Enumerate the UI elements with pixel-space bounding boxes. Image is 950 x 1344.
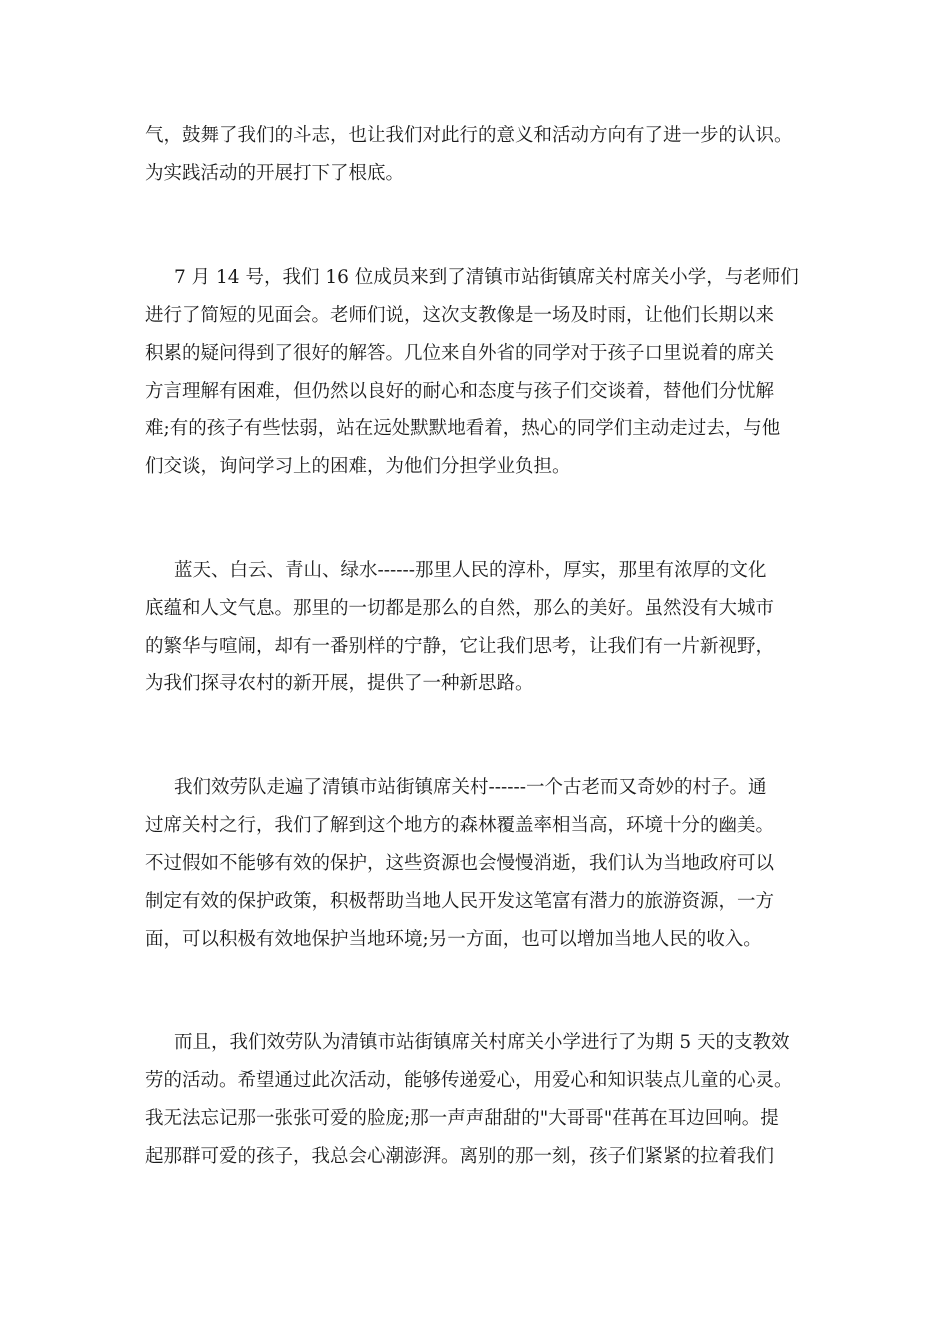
text-line: 起那群可爱的孩子，我总会心潮澎湃。离别的那一刻，孩子们紧紧的拉着我们 <box>145 1146 775 1167</box>
text-line: 进行了简短的见面会。老师们说，这次支教像是一场及时雨，让他们长期以来 <box>145 305 775 326</box>
text-line: 们交谈，询问学习上的困难，为他们分担学业负担。 <box>145 456 571 477</box>
text-line: 面，可以积极有效地保护当地环境;另一方面，也可以增加当地人民的收入。 <box>145 929 762 950</box>
text-line: 而且，我们效劳队为清镇市站街镇席关村席关小学进行了为期 5 天的支教效 <box>174 1032 790 1053</box>
text-line: 为我们探寻农村的新开展，提供了一种新思路。 <box>145 673 534 694</box>
text-line: 过席关村之行，我们了解到这个地方的森林覆盖率相当高，环境十分的幽美。 <box>145 815 775 836</box>
text-line: 劳的活动。希望通过此次活动，能够传递爱心，用爱心和知识装点儿童的心灵。 <box>145 1070 793 1091</box>
text-line: 蓝天、白云、青山、绿水------那里人民的淳朴，厚实，那里有浓厚的文化 <box>174 560 767 581</box>
text-line: 方言理解有困难，但仍然以良好的耐心和态度与孩子们交谈着，替他们分忧解 <box>145 381 775 402</box>
text-line: 积累的疑问得到了很好的解答。几位来自外省的同学对于孩子口里说着的席关 <box>145 343 775 364</box>
text-line: 底蕴和人文气息。那里的一切都是那么的自然，那么的美好。虽然没有大城市 <box>145 598 775 619</box>
text-line: 难;有的孩子有些怯弱，站在远处默默地看着，热心的同学们主动走过去，与他 <box>145 418 781 439</box>
text-line: 我无法忘记那一张张可爱的脸庞;那一声声甜甜的"大哥哥"荏苒在耳边回响。提 <box>145 1108 779 1129</box>
text-line: 制定有效的保护政策，积极帮助当地人民开发这笔富有潜力的旅游资源，一方 <box>145 891 775 912</box>
text-line: 我们效劳队走遍了清镇市站街镇席关村------一个古老而又奇妙的村子。通 <box>174 777 767 798</box>
text-line: 气，鼓舞了我们的斗志，也让我们对此行的意义和活动方向有了进一步的认识。 <box>145 125 793 146</box>
text-line: 不过假如不能够有效的保护，这些资源也会慢慢消逝，我们认为当地政府可以 <box>145 853 775 874</box>
text-line: 7 月 14 号，我们 16 位成员来到了清镇市站街镇席关村席关小学，与老师们 <box>174 267 799 288</box>
text-line: 为实践活动的开展打下了根底。 <box>145 163 405 184</box>
text-line: 的繁华与喧闹，却有一番别样的宁静，它让我们思考，让我们有一片新视野， <box>145 636 775 657</box>
